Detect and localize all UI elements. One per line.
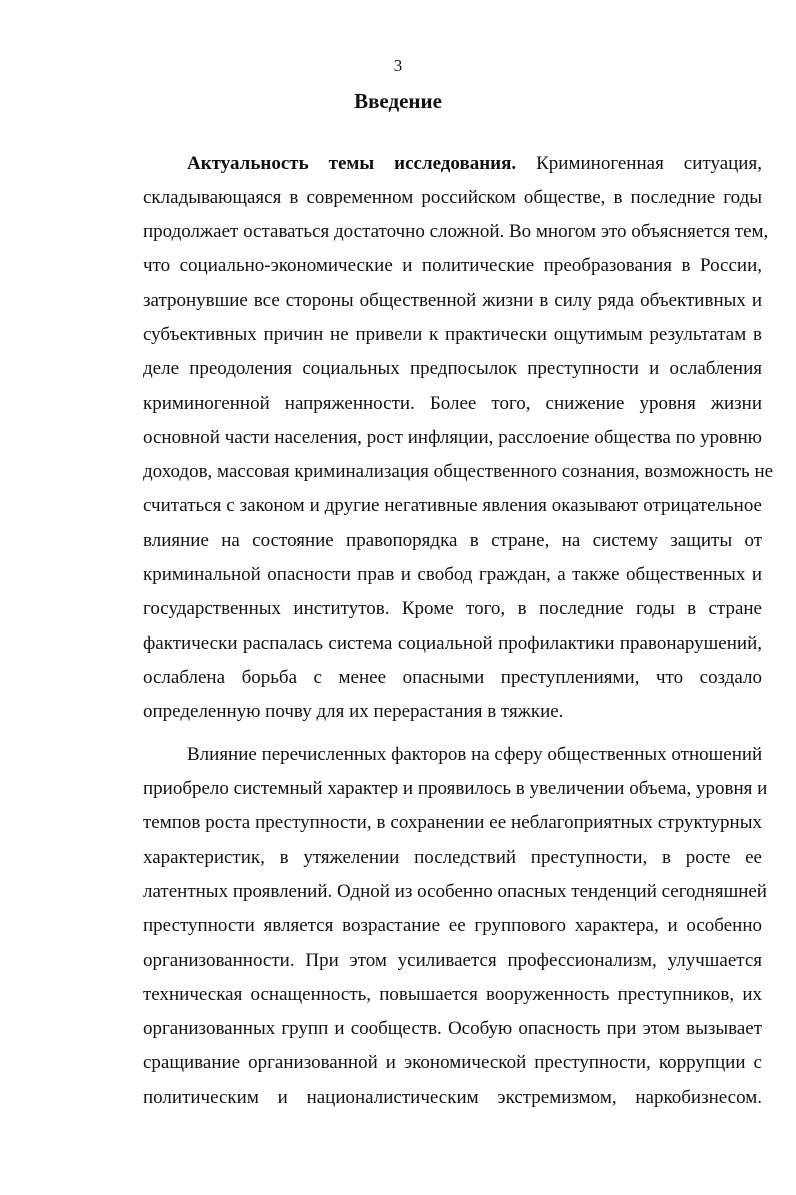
text-line: влияние на состояние правопорядка в стране, на систему защиты от (143, 530, 762, 551)
text-line: продолжает оставаться достаточно сложной. Во многом это объясняется тем, (143, 221, 769, 242)
page-number: 3 (393, 56, 403, 75)
text-line: что социально-экономические и политические преобразования в России, (143, 255, 762, 276)
lead-word-1: Актуальность (187, 153, 309, 174)
text-line: техническая оснащенность, повышается вооруженность преступников, их (143, 984, 762, 1005)
text-line: сращивание организованной и экономической преступности, коррупции с (143, 1052, 762, 1073)
lead-word-2: темы (328, 153, 375, 174)
text-line: характеристик, в утяжелении последствий преступности, в росте ее (143, 847, 762, 868)
text-line: латентных проявлений. Одной из особенно опасных тенденций сегодняшней (143, 881, 767, 902)
text-line: темпов роста преступности, в сохранении ее неблагоприятных структурных (143, 812, 762, 833)
text-line: складывающаяся в современном российском обществе, в последние годы (143, 187, 762, 208)
line1-word-5: ситуация, (683, 153, 762, 174)
text-line: организованных групп и сообществ. Особую опасность при этом вызывает (143, 1018, 762, 1039)
text-line: приобрело системный характер и проявилось в увеличении объема, уровня и (143, 778, 768, 799)
text-line: ослаблена борьба с менее опасными преступлениями, что создало (143, 667, 762, 688)
text-line: фактически распалась система социальной профилактики правонарушений, (143, 633, 762, 654)
text-line: преступности является возрастание ее группового характера, и особенно (143, 915, 762, 936)
text-line: затронувшие все стороны общественной жизни в силу ряда объективных и (143, 290, 762, 311)
text-line: криминогенной напряженности. Более того, снижение уровня жизни (143, 393, 762, 414)
text-line: деле преодоления социальных предпосылок преступности и ослабления (143, 358, 762, 379)
text-line: криминальной опасности прав и свобод граждан, а также общественных и (143, 564, 762, 585)
text-line: считаться с законом и другие негативные явления оказывают отрицательное (143, 495, 762, 516)
text-line: основной части населения, рост инфляции, расслоение общества по уровню (143, 427, 762, 448)
text-line: организованности. При этом усиливается профессионализм, улучшается (143, 950, 762, 971)
lead-word-3: исследования. (394, 153, 517, 174)
text-line: определенную почву для их перерастания в тяжкие. (143, 701, 564, 722)
text-line: доходов, массовая криминализация общественного сознания, возможность не (143, 461, 774, 482)
section-heading: Введение (354, 89, 442, 113)
text-line: субъективных причин не привели к практически ощутимым результатам в (143, 324, 762, 345)
paragraph2-first-line: Влияние перечисленных факторов на сферу общественных отношений (187, 744, 763, 765)
section-heading-wrap (0, 88, 796, 114)
line1-word-4: Криминогенная (536, 153, 664, 174)
text-line: политическим и националистическим экстремизмом, наркобизнесом. (143, 1087, 762, 1108)
text-line: государственных институтов. Кроме того, в последние годы в стране (143, 598, 762, 619)
paragraph1-first-line (187, 153, 762, 175)
